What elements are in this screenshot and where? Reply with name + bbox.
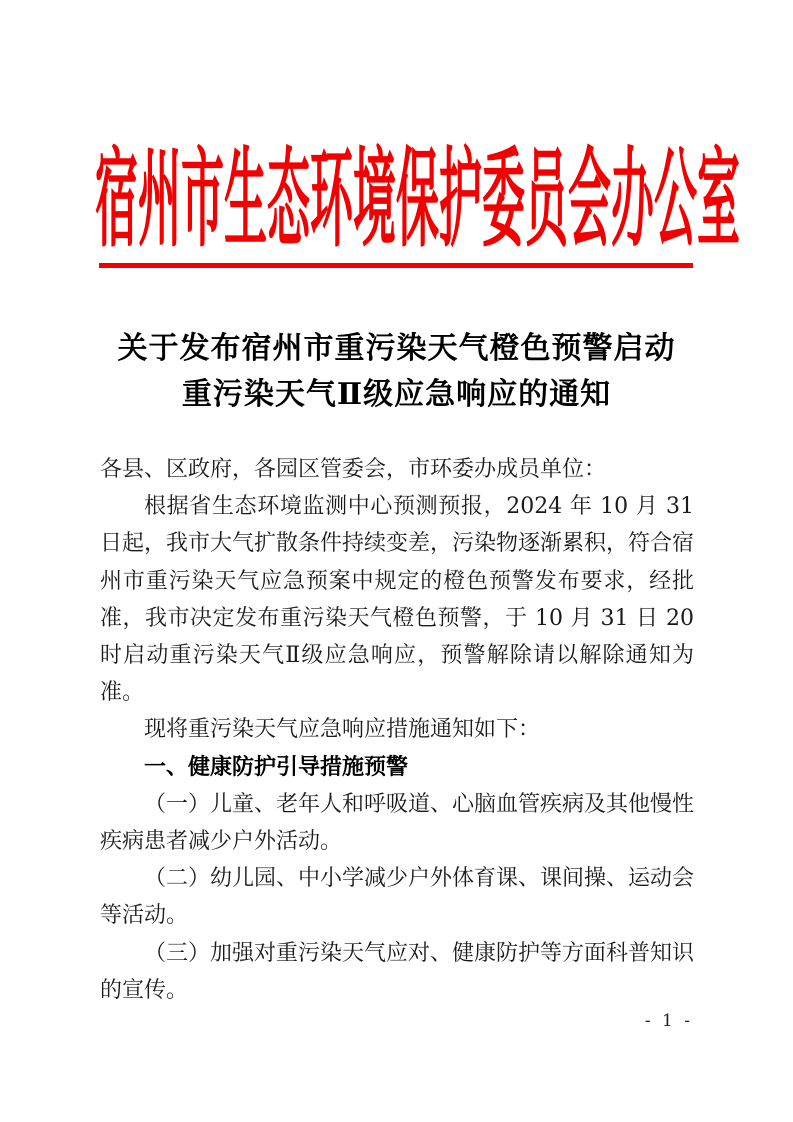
letterhead-title: 宿州市生态环境保护委员会办公室: [95, 138, 740, 264]
measure-item-2: （二）幼儿园、中小学减少户外体育课、课间操、运动会等活动。: [100, 866, 695, 929]
red-divider-line: [99, 263, 693, 268]
document-title: [0, 326, 793, 418]
lead-in-paragraph: 现将重污染天气应急响应措施通知如下：: [144, 717, 541, 743]
document-title-line2: 重污染天气Ⅱ级应急响应的通知: [181, 377, 612, 412]
letterhead-banner: [95, 138, 740, 264]
page-number: - 1 -: [644, 1011, 693, 1031]
section-1-heading: 一、健康防护引导措施预警: [144, 754, 409, 780]
document-title-line1: 关于发布宿州市重污染天气橙色预警启动: [117, 331, 676, 366]
intro-paragraph: 根据省生态环境监测中心预测预报，2024 年 10 月 31 日起，我市大气扩散条件持续变差，污染物逐渐累积，符合宿州市重污染天气应急预案中规定的橙色预警发布要求，经批准，我市决定发布重污染天气橙色预警，于 10 月 31 日 20 时启动重污染天气Ⅱ级应急响应，预警解除请以解除通知为准。: [100, 494, 695, 706]
salutation-line: 各县、区政府，各园区管委会，市环委办成员单位：: [100, 457, 607, 482]
document-body: [100, 451, 694, 1009]
measure-item-3: （三）加强对重污染天气应对、健康防护等方面科普知识的宣传。: [100, 940, 695, 1003]
measure-item-1: （一）儿童、老年人和呼吸道、心脑血管疾病及其他慢性疾病患者减少户外活动。: [100, 791, 695, 855]
